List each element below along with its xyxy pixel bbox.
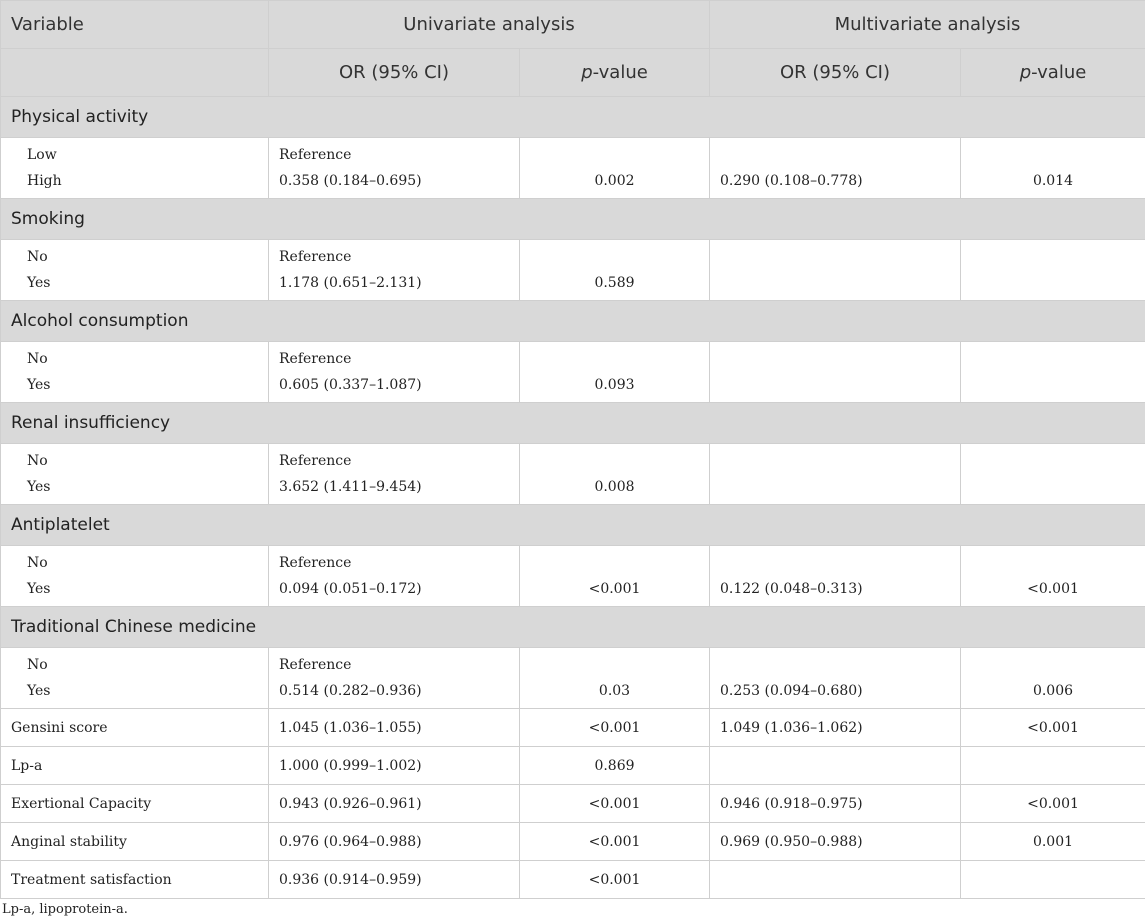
variable-cell: Exertional Capacity: [1, 785, 269, 823]
uni-or-header: OR (95% CI): [269, 49, 520, 97]
multi-p-cell: [961, 138, 1145, 199]
multi-or-cell: [710, 648, 961, 709]
uni-or-cell: [269, 240, 520, 301]
multi-or-cell: 0.946 (0.918–0.975): [710, 785, 961, 823]
multi-p-cell: [961, 444, 1145, 505]
multi-or-cell: [710, 861, 961, 899]
section-title: Physical activity: [1, 97, 1145, 138]
multi-or-header: OR (95% CI): [710, 49, 961, 97]
multivariate-header: Multivariate analysis: [710, 1, 1145, 49]
table-row: [1, 709, 1145, 747]
p-suffix: -value: [1031, 62, 1087, 83]
uni-or-value: 0.358 (0.184–0.695): [279, 173, 422, 189]
uni-p-cell: [520, 342, 710, 403]
uni-p-value: 0.03: [598, 683, 631, 699]
multi-p-cell: [961, 342, 1145, 403]
level-label: Yes: [27, 683, 51, 699]
table-row: [1, 444, 1145, 505]
level-cell: [1, 648, 269, 709]
uni-or-cell: 0.976 (0.964–0.988): [269, 823, 520, 861]
section-row: [1, 97, 1145, 138]
multi-p-value: 0.014: [1032, 173, 1074, 189]
p-italic: p: [581, 62, 593, 83]
multi-or-value: 0.122 (0.048–0.313): [720, 581, 863, 597]
empty-header-cell: [1, 49, 269, 97]
uni-or-value: Reference: [279, 555, 352, 571]
uni-or-value: Reference: [279, 453, 352, 469]
table-row: [1, 342, 1145, 403]
section-title: Alcohol consumption: [1, 301, 1145, 342]
uni-or-value: 0.605 (0.337–1.087): [279, 377, 422, 393]
table-row: [1, 747, 1145, 785]
uni-or-value: 0.514 (0.282–0.936): [279, 683, 422, 699]
multi-p-cell: <0.001: [961, 709, 1145, 747]
level-cell: [1, 138, 269, 199]
variable-header: Variable: [1, 1, 269, 49]
uni-p-cell: [520, 444, 710, 505]
p-suffix: -value: [592, 62, 648, 83]
section-row: [1, 199, 1145, 240]
uni-or-value: Reference: [279, 147, 352, 163]
uni-or-value: 3.652 (1.411–9.454): [279, 479, 422, 495]
multi-p-cell: [961, 747, 1145, 785]
uni-p-cell: [520, 546, 710, 607]
uni-or-cell: 0.943 (0.926–0.961): [269, 785, 520, 823]
header-row-1: [1, 1, 1145, 49]
multi-or-cell: [710, 546, 961, 607]
multi-or-cell: [710, 240, 961, 301]
multi-or-cell: [710, 747, 961, 785]
level-label: High: [27, 173, 62, 189]
level-label: No: [27, 249, 48, 265]
multi-or-cell: 0.969 (0.950–0.988): [710, 823, 961, 861]
section-title: Traditional Chinese medicine: [1, 607, 1145, 648]
level-label: No: [27, 351, 48, 367]
level-label: No: [27, 555, 48, 571]
uni-p-cell: [520, 648, 710, 709]
multi-p-cell: [961, 546, 1145, 607]
uni-p-cell: 0.869: [520, 747, 710, 785]
p-italic: p: [1019, 62, 1032, 83]
uni-or-cell: [269, 648, 520, 709]
uni-or-value: Reference: [279, 249, 352, 265]
level-cell: [1, 546, 269, 607]
variable-cell: Treatment satisfaction: [1, 861, 269, 899]
uni-or-cell: 1.045 (1.036–1.055): [269, 709, 520, 747]
section-title: Antiplatelet: [1, 505, 1145, 546]
uni-p-cell: <0.001: [520, 785, 710, 823]
table-row: [1, 546, 1145, 607]
uni-p-value: 0.002: [594, 173, 635, 189]
multi-or-cell: [710, 342, 961, 403]
uni-or-cell: [269, 138, 520, 199]
variable-cell: Gensini score: [1, 709, 269, 747]
level-cell: [1, 342, 269, 403]
multi-p-cell: [961, 861, 1145, 899]
multi-p-header: [961, 49, 1145, 97]
uni-or-cell: [269, 444, 520, 505]
level-label: Yes: [27, 479, 51, 495]
level-label: Low: [27, 147, 57, 163]
table-row: [1, 240, 1145, 301]
uni-p-cell: <0.001: [520, 823, 710, 861]
level-cell: [1, 240, 269, 301]
uni-p-value: <0.001: [588, 581, 641, 597]
level-label: Yes: [27, 377, 51, 393]
multi-p-cell: 0.001: [961, 823, 1145, 861]
multi-p-value: <0.001: [1027, 581, 1079, 597]
multi-or-value: 0.290 (0.108–0.778): [720, 173, 863, 189]
multi-or-value: 0.253 (0.094–0.680): [720, 683, 863, 699]
multi-p-value: 0.006: [1032, 683, 1074, 699]
section-title: Renal insufficiency: [1, 403, 1145, 444]
multi-p-cell: [961, 240, 1145, 301]
variable-cell: Anginal stability: [1, 823, 269, 861]
uni-or-cell: 0.936 (0.914–0.959): [269, 861, 520, 899]
section-row: [1, 505, 1145, 546]
level-cell: [1, 444, 269, 505]
uni-p-value: 0.589: [594, 275, 635, 291]
table-footnote: Lp-a, lipoprotein-a.: [2, 902, 128, 917]
multi-or-cell: 1.049 (1.036–1.062): [710, 709, 961, 747]
variable-cell: Lp-a: [1, 747, 269, 785]
uni-p-cell: <0.001: [520, 861, 710, 899]
table-row: [1, 785, 1145, 823]
uni-p-header: [520, 49, 710, 97]
univariate-header: Univariate analysis: [269, 1, 710, 49]
uni-or-value: 0.094 (0.051–0.172): [279, 581, 422, 597]
uni-or-value: Reference: [279, 657, 352, 673]
section-row: [1, 403, 1145, 444]
uni-p-value: 0.093: [594, 377, 635, 393]
multi-p-cell: [961, 648, 1145, 709]
uni-or-value: 1.178 (0.651–2.131): [279, 275, 422, 291]
level-label: Yes: [27, 581, 51, 597]
table-row: [1, 823, 1145, 861]
table-row: [1, 138, 1145, 199]
multi-p-cell: <0.001: [961, 785, 1145, 823]
multi-or-cell: [710, 138, 961, 199]
section-row: [1, 607, 1145, 648]
uni-or-cell: 1.000 (0.999–1.002): [269, 747, 520, 785]
uni-p-value: 0.008: [594, 479, 635, 495]
level-label: No: [27, 453, 48, 469]
level-label: No: [27, 657, 48, 673]
multi-or-cell: [710, 444, 961, 505]
level-label: Yes: [27, 275, 51, 291]
uni-p-cell: [520, 240, 710, 301]
uni-or-value: Reference: [279, 351, 352, 367]
section-row: [1, 301, 1145, 342]
uni-or-cell: [269, 342, 520, 403]
section-title: Smoking: [1, 199, 1145, 240]
uni-p-cell: <0.001: [520, 709, 710, 747]
header-row-2: [1, 49, 1145, 97]
table-row: [1, 861, 1145, 899]
uni-or-cell: [269, 546, 520, 607]
uni-p-cell: [520, 138, 710, 199]
table-row: [1, 648, 1145, 709]
